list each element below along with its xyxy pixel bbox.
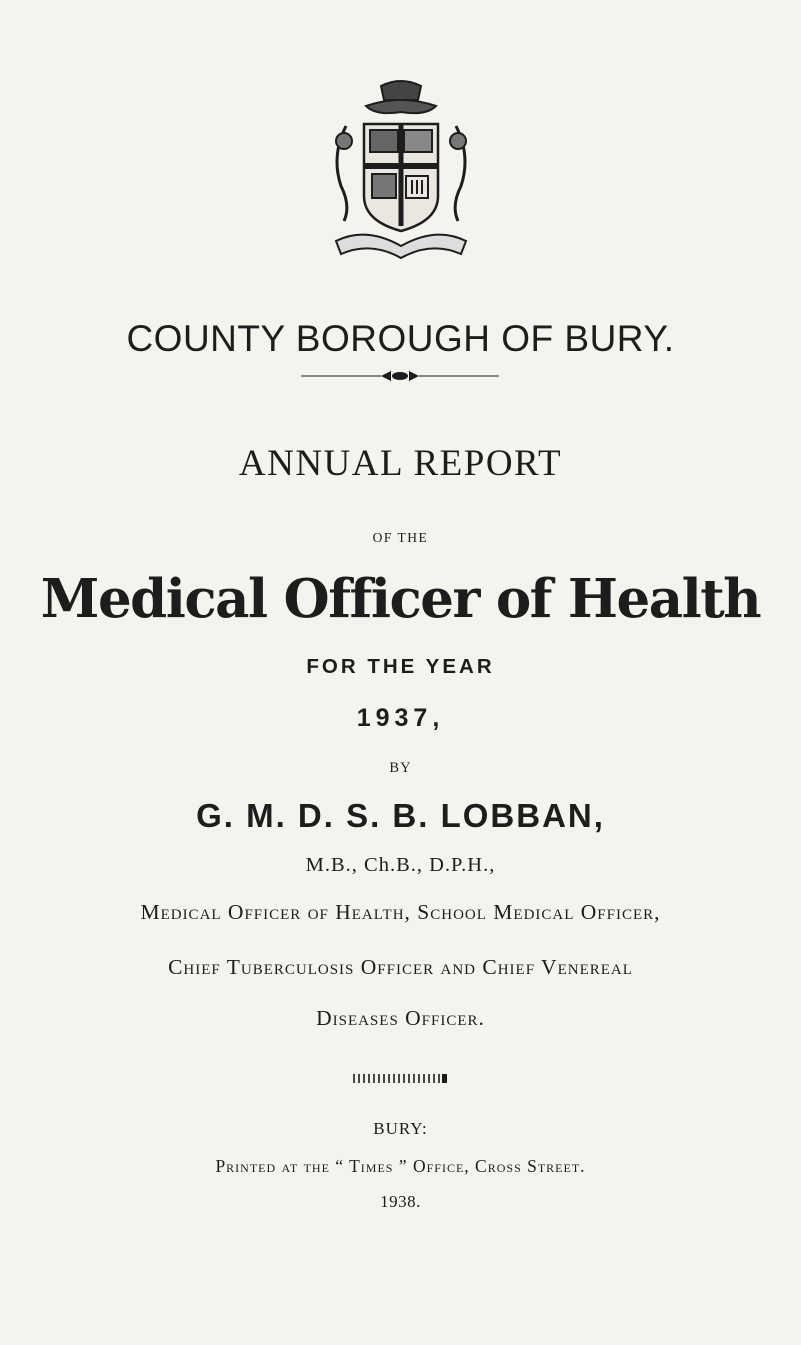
author-role-line-2: Chief Tuberculosis Officer and Chief Venereal — [168, 955, 633, 979]
author-role-line-1: Medical Officer of Health, School Medical Officer, — [140, 900, 661, 924]
report-year: 1937, — [356, 704, 445, 732]
author-role-line-3: Diseases Officer. — [316, 1006, 485, 1030]
print-year: 1938. — [380, 1192, 421, 1211]
by-label: BY — [389, 760, 412, 776]
printing-place: BURY: — [373, 1119, 428, 1138]
report-title: ANNUAL REPORT — [238, 443, 563, 484]
author-name: G. M. D. S. B. LOBBAN, — [196, 797, 605, 834]
council-name: COUNTY BOROUGH OF BURY. — [126, 318, 675, 359]
author-qualifications: M.B., Ch.B., D.P.H., — [305, 854, 496, 876]
borough-crest — [326, 76, 476, 266]
of-the-label: OF THE — [372, 530, 429, 545]
ornamental-divider — [301, 370, 499, 382]
decorative-rule — [352, 1073, 448, 1084]
printer-line: Printed at the “ Times ” Office, Cross Street. — [215, 1156, 586, 1176]
for-the-year-label: FOR THE YEAR — [306, 655, 495, 678]
officer-title: Medical Officer of Health — [40, 568, 761, 630]
